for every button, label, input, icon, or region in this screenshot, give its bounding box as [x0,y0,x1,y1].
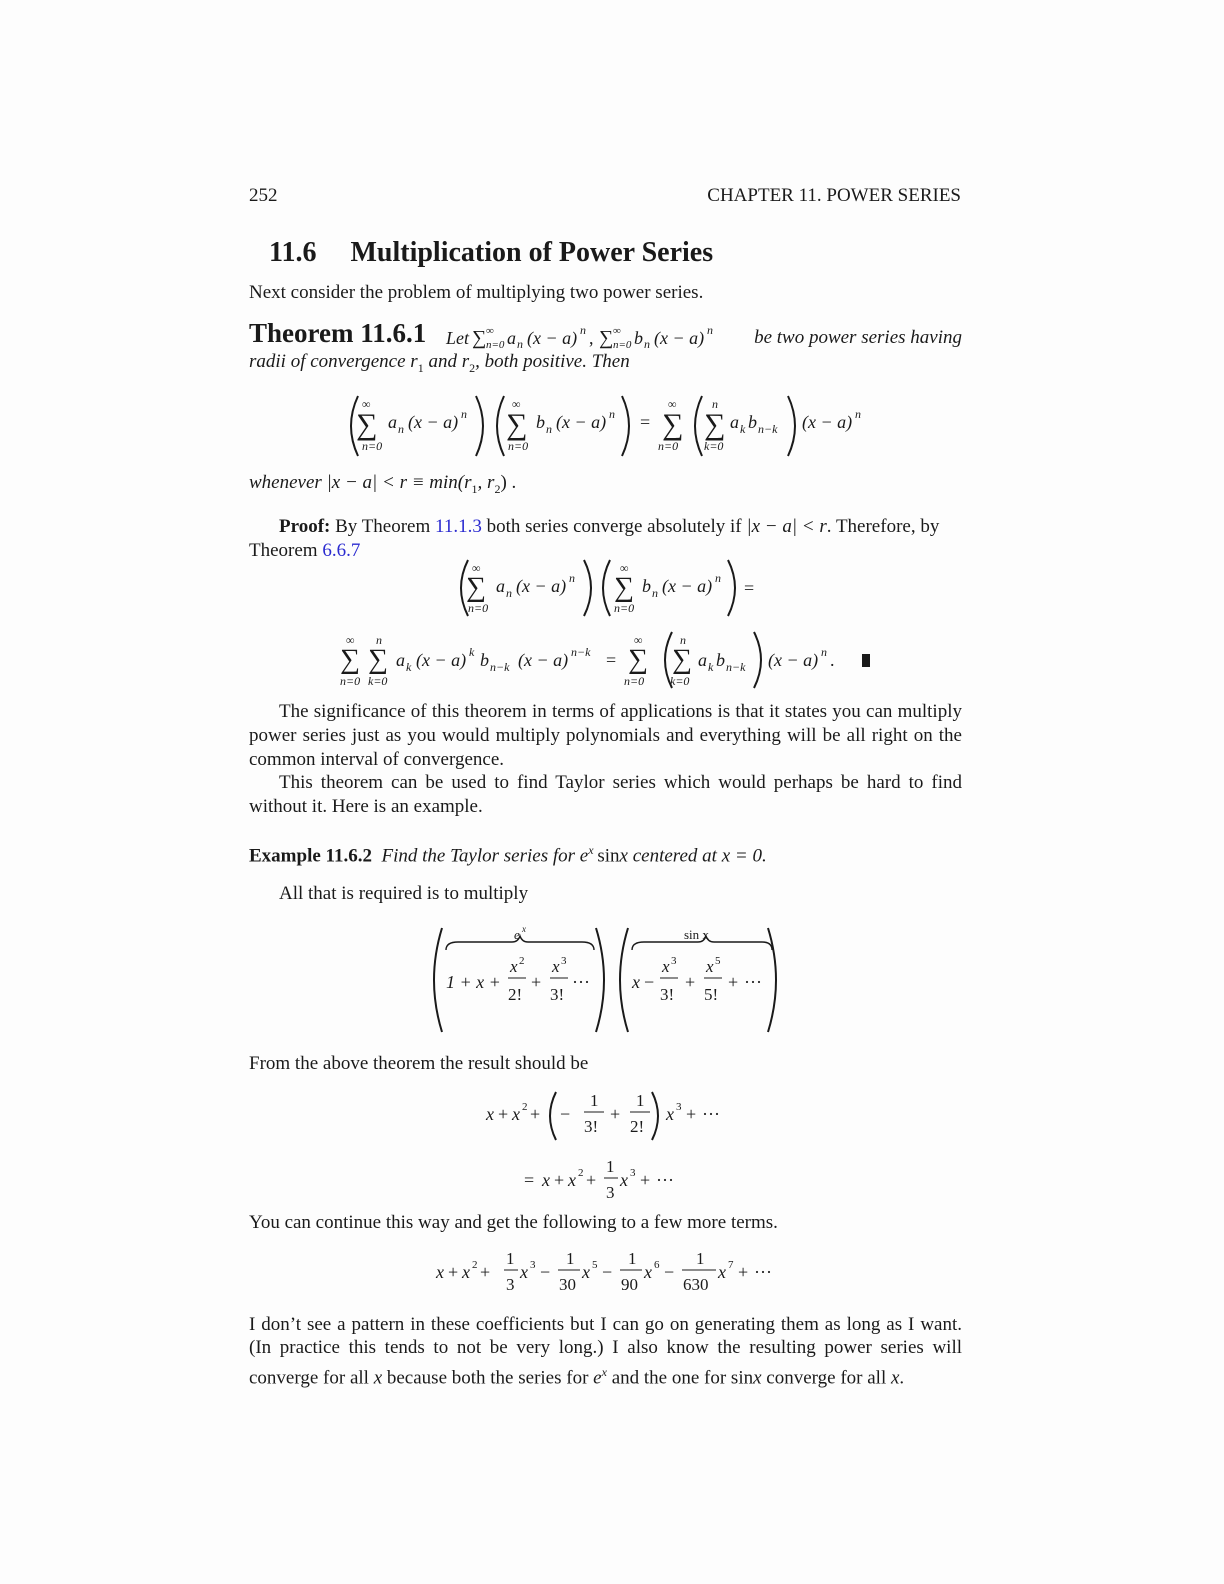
condition-expression: |x − a| < r ≡ min(r [326,472,472,493]
exp-power: x [601,1365,607,1379]
exp-power: x [588,843,594,857]
brace-label-exp-power: x [522,924,526,934]
factor-x-minus-a: (x − a) [408,412,459,432]
theorem-inline-series [444,318,774,352]
sum-lower: n=0 [468,601,489,615]
minus-sign: − [644,972,655,992]
closing-line-1: I don’t see a pattern in these coefficients but I can go on generating them as long as I want. [249,1314,962,1335]
svg-text:3: 3 [671,955,677,967]
var-x: x [373,1367,383,1389]
minus-sign: − [602,1262,613,1282]
theorem-line-2: radii of convergence $r_1$ and $r_2$, both positive. Then [249,351,630,375]
svg-text:n: n [821,645,827,659]
frac-num-x5: x [706,957,714,976]
sum-symbol: ∑ [672,644,692,675]
frac-den-3fact: 3! [660,985,675,1004]
svg-text:n: n [506,586,512,600]
svg-text:2: 2 [519,955,525,967]
sum-symbol: ∑ [614,572,634,603]
closing-line-3: converge for all x because both the series for $e^x$ and the one for sinx converge for all x. [249,1365,905,1389]
frac-num-1: 1 [636,1091,645,1110]
frac-den-3fact: 3! [584,1117,599,1136]
plus-sign: + [686,1104,697,1124]
significance-line-3: common interval of convergence. [249,749,504,770]
svg-text:n: n [644,337,650,351]
exp-base: e [593,1367,602,1389]
svg-text:.: . [830,650,835,670]
proof-display-equation-1 [450,556,770,622]
frac-num-1: 1 [590,1091,599,1110]
svg-text:5: 5 [715,955,721,967]
svg-text:6: 6 [654,1259,660,1271]
svg-text:x: x [486,1104,494,1124]
sum-symbol: ∑ [356,408,378,441]
sum-upper: ∞ [668,397,677,411]
coef-b: b [634,328,643,348]
proof-text-1: By Theorem [330,516,436,537]
svg-text:n: n [855,407,861,421]
index-n-minus-k: n−k [758,422,778,436]
svg-text:x: x [666,1104,674,1124]
frac-num-x2: x [510,957,518,976]
factor-x-minus-a: (x − a) [556,412,607,432]
required-text: All that is required is to multiply [279,883,529,904]
sum-lower: n=0 [362,439,383,453]
frac-num-x3: x [552,957,560,976]
svg-text:n: n [546,422,552,436]
brace-label-sin: sin x [684,927,709,942]
plus-sign: + [738,1262,749,1282]
sum-upper: ∞ [512,397,521,411]
svg-text:x: x [582,1262,590,1282]
ellipsis: ··· [754,1262,772,1282]
svg-text:n: n [461,407,467,421]
taylor-line-2: without it. Here is an example. [249,796,483,817]
svg-text:x: x [436,1262,444,1282]
factor-x-minus-a: (x − a) [768,650,819,670]
sum-lower-k: k=0 [704,439,724,453]
svg-text:x: x [568,1170,576,1190]
frac-den-30: 30 [559,1275,576,1294]
proof-line-1 [279,515,939,539]
sum-symbol: ∑ [506,408,528,441]
svg-text:b: b [716,650,725,670]
factor-x-minus-a: (x − a) [516,576,567,596]
svg-text:7: 7 [728,1259,734,1271]
svg-text:a: a [730,412,739,432]
svg-text:n: n [715,571,721,585]
frac-num-1: 1 [566,1249,575,1268]
equals-sign: = [606,650,617,670]
result-text: From the above theorem the result should be [249,1053,589,1074]
svg-text:5: 5 [592,1259,598,1271]
factor-x-minus-a: (x − a) [416,650,467,670]
coef-b: b [642,576,651,596]
proof-condition: |x − a| < r [746,516,827,537]
radii-suffix: , both positive. Then [475,351,630,372]
svg-text:,: , [589,328,594,348]
sum-symbol: ∑ [599,327,614,349]
equals-sign: = [524,1170,535,1190]
svg-text:x: x [512,1104,520,1124]
sum-symbol: ∑ [368,644,388,675]
sum-upper: ∞ [472,561,481,575]
sum-upper-n: n [712,397,718,411]
coef-a: a [507,328,516,348]
svg-text:n: n [569,571,575,585]
sin-word: sin [730,1367,754,1389]
section-heading [269,236,713,270]
taylor-line-1: This theorem can be used to find Taylor series which would perhaps be hard to find [279,772,962,793]
center-value: x = 0. [721,845,767,867]
sum-symbol: ∑ [466,572,486,603]
sum-symbol: ∑ [662,408,684,441]
plus-sign: + [586,1170,597,1190]
ellipsis: ··· [702,1104,720,1124]
plus-sign: + [480,1262,491,1282]
sum-upper: ∞ [346,633,355,647]
svg-text:x: x [462,1262,470,1282]
sum-lower: n=0 [340,674,361,688]
r2: r [461,351,470,372]
svg-text:k: k [469,645,475,659]
coef-b: b [536,412,545,432]
sum-lower: n=0 [613,339,632,351]
page-number: 252 [249,185,278,206]
whenever-line: whenever $|x - a| < r \equiv \min(r_1$, $r_2$) . [249,472,517,496]
proof-text-4: Theorem [249,540,323,561]
frac-den-90: 90 [621,1275,638,1294]
svg-text:x: x [644,1262,652,1282]
theorem-label: Theorem 11.6.1 [249,318,427,348]
sum-lower-k: k=0 [368,674,388,688]
proof-label: Proof: [279,516,331,537]
svg-text:3: 3 [630,1167,636,1179]
theorem-ref-link[interactable]: 11.1.3 [435,516,482,537]
coef-a: a [496,576,505,596]
example-statement [249,838,767,868]
overbrace-exp [446,936,594,950]
example-label: Example 11.6.2 [249,845,372,867]
svg-text:k: k [708,660,714,674]
factor-x-minus-a: (x − a) [654,328,705,348]
closing-text-d: converge for all [761,1367,891,1389]
frac-num-1: 1 [506,1249,515,1268]
ellipsis: ··· [656,1170,674,1190]
proof-display-equation-2 [336,628,876,694]
frac-den-3: 3 [506,1275,515,1294]
theorem-statement-line1: be two power series having [754,327,962,348]
var-x: x [890,1367,900,1389]
series-product-display [428,922,788,1040]
ellipsis: ··· [744,972,762,992]
svg-text:a: a [698,650,707,670]
svg-text:2: 2 [578,1167,584,1179]
plus-sign: + [610,1104,621,1124]
sum-upper: ∞ [486,325,494,337]
extended-series-equation [434,1246,794,1300]
example-text-a: Find the Taylor series for [381,845,580,867]
frac-den-630: 630 [683,1275,709,1294]
svg-text:x: x [542,1170,550,1190]
significance-line-2: power series just as you would multiply polynomials and everything will be all right on the [249,725,962,746]
sum-upper: ∞ [613,325,621,337]
sum-lower: n=0 [614,601,635,615]
sum-upper: ∞ [634,633,643,647]
minus-sign: − [540,1262,551,1282]
coef-a: a [388,412,397,432]
sum-symbol: ∑ [628,644,648,675]
factor-x-minus-a: (x − a) [802,412,853,432]
theorem-line-1 [249,318,962,352]
example-text-b: centered at [627,845,722,867]
exp-n-minus-k: n−k [571,645,591,659]
brace-label-exp: e [514,927,520,942]
equals-sign: = [640,412,651,432]
factor-x-minus-a: (x − a) [518,650,569,670]
svg-text:n: n [398,422,404,436]
exp-base: e [579,845,589,867]
closing-text-b: because both the series for [382,1367,594,1389]
svg-text:b: b [748,412,757,432]
frac-den-3fact: 3! [550,985,565,1004]
svg-text:k: k [406,660,412,674]
sum-lower: n=0 [658,439,679,453]
theorem-ref-link[interactable]: 6.6.7 [322,540,361,561]
sum-upper: ∞ [620,561,629,575]
plus-sign: + [448,1262,459,1282]
sum-upper: ∞ [362,397,371,411]
svg-text:Let: Let [446,328,470,348]
svg-text:2: 2 [472,1259,478,1271]
minus-sign: − [664,1262,675,1282]
sum-lower-k: k=0 [670,674,690,688]
theorem-display-equation [340,388,880,464]
index-n-minus-k: n−k [726,660,746,674]
svg-text:n: n [517,337,523,351]
chapter-running-head: CHAPTER 11. POWER SERIES [707,185,961,206]
ellipsis: ··· [572,972,590,992]
sin-word: sin [597,845,620,867]
plus-sign: + [685,972,696,992]
plus-sign: + [554,1170,565,1190]
frac-num-1: 1 [628,1249,637,1268]
sum-upper-n: n [680,633,686,647]
continue-text: You can continue this way and get the following to a few more terms. [249,1212,778,1233]
proof-text-2: both series converge absolutely if [481,516,747,537]
series-exp-start: 1 + x + [446,972,501,992]
equals-sign: = [744,578,755,598]
plus-sign: + [498,1104,509,1124]
svg-text:x: x [520,1262,528,1282]
svg-text:3: 3 [676,1101,682,1113]
sum-symbol: ∑ [340,644,360,675]
radii-prefix: radii of convergence [249,351,411,372]
proof-line-2 [249,539,360,563]
qed-box [862,654,870,667]
whenever-word: whenever [249,472,322,493]
plus-sign: + [640,1170,651,1190]
sum-lower: n=0 [486,339,505,351]
r1: r [410,351,418,372]
section-title: Multiplication of Power Series [350,237,714,268]
svg-text:x: x [620,1170,628,1190]
result-equation-2 [522,1156,722,1206]
closing-line-2: (In practice this tends to not be very long.) I also know the resulting power series will [249,1337,962,1358]
sum-upper-n: n [376,633,382,647]
sum-symbol: ∑ [472,327,487,349]
svg-text:3: 3 [530,1259,536,1271]
frac-den-5fact: 5! [704,985,719,1004]
frac-num-1: 1 [696,1249,705,1268]
svg-text:2: 2 [522,1101,528,1113]
frac-num-x3: x [662,957,670,976]
radii-and: and [423,351,462,372]
svg-text:3: 3 [561,955,567,967]
sum-lower: n=0 [508,439,529,453]
minus-sign: − [560,1104,571,1124]
frac-den-2fact: 2! [630,1117,645,1136]
result-equation-1 [484,1086,744,1144]
intro-paragraph: Next consider the problem of multiplying two power series. [249,282,704,303]
svg-text:n: n [707,323,713,337]
sin-arg: x [619,845,628,867]
sum-symbol: ∑ [704,408,726,441]
series-sin-start: x [632,972,640,992]
svg-text:n: n [652,586,658,600]
factor-x-minus-a: (x − a) [662,576,713,596]
significance-line-1: The significance of this theorem in terms of applications is that it states you can multiply [279,701,962,722]
svg-text:n: n [580,323,586,337]
index-n-minus-k: n−k [490,660,510,674]
frac-num-1: 1 [606,1157,615,1176]
plus-sign: + [728,972,739,992]
frac-den-3: 3 [606,1183,615,1202]
svg-text:k: k [740,422,746,436]
sin-arg: x [753,1367,762,1389]
section-number: 11.6 [269,237,317,268]
svg-text:n: n [609,407,615,421]
svg-text:b: b [480,650,489,670]
svg-text:x: x [718,1262,726,1282]
sum-lower: n=0 [624,674,645,688]
closing-text-a: converge for all [249,1367,374,1389]
proof-text-3: . Therefore, by [826,516,940,537]
svg-text:a: a [396,650,405,670]
factor-x-minus-a: (x − a) [527,328,578,348]
closing-text-c: and the one for [606,1367,731,1389]
plus-sign: + [530,1104,541,1124]
frac-den-2fact: 2! [508,985,523,1004]
plus-sign: + [531,972,542,992]
